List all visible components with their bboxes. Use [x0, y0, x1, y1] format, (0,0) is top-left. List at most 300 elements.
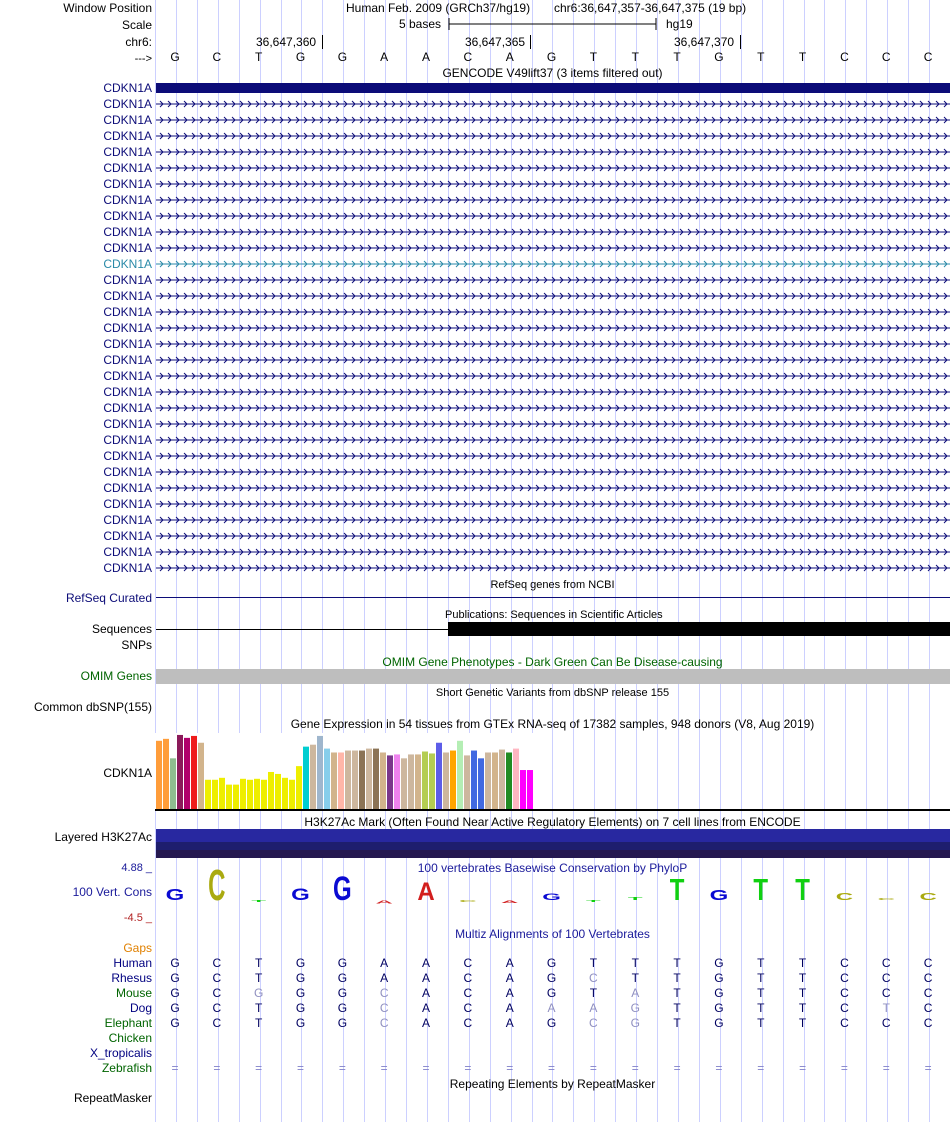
gtex-bar[interactable]: [513, 749, 519, 809]
aligned-base: =: [799, 1061, 807, 1075]
base-letter: C: [212, 50, 222, 64]
transcript-intron[interactable]: [156, 243, 950, 253]
phylop-base[interactable]: G: [709, 887, 729, 904]
species-alignment-row[interactable]: [0, 971, 950, 985]
transcript-intron[interactable]: [156, 515, 950, 525]
gtex-bar[interactable]: [492, 752, 498, 809]
aligned-base: A: [422, 1016, 431, 1030]
transcript-intron[interactable]: [156, 99, 950, 109]
multiz-title[interactable]: Multiz Alignments of 100 Vertebrates: [455, 927, 650, 941]
transcript-label[interactable]: CDKN1A: [103, 353, 152, 367]
base-letter: T: [631, 50, 639, 64]
aligned-base: G: [254, 986, 264, 1000]
transcript-intron[interactable]: [156, 499, 950, 509]
phylop-base[interactable]: T: [627, 895, 643, 902]
aligned-base: A: [505, 1016, 514, 1030]
aligned-base: T: [798, 971, 807, 985]
aligned-base: =: [171, 1061, 179, 1075]
h3k27ac-title[interactable]: H3K27Ac Mark (Often Found Near Active Regulatory Elements) on 7 cell lines from ENCODE: [304, 815, 801, 829]
gtex-bar[interactable]: [345, 751, 351, 809]
transcript-label[interactable]: CDKN1A: [103, 529, 152, 543]
transcript-intron[interactable]: [156, 323, 950, 333]
gtex-bar[interactable]: [429, 753, 435, 809]
aligned-base: C: [840, 986, 849, 1000]
scale-text: 5 bases: [399, 17, 442, 31]
refseq-label[interactable]: RefSeq Curated: [65, 591, 152, 605]
transcript-label[interactable]: CDKN1A: [103, 497, 152, 511]
gtex-bar[interactable]: [352, 751, 358, 809]
transcript-label[interactable]: CDKN1A: [103, 257, 152, 271]
aligned-base: A: [505, 986, 514, 1000]
transcript-label[interactable]: CDKN1A: [103, 193, 152, 207]
gtex-bar[interactable]: [478, 758, 484, 809]
transcript-intron[interactable]: [156, 275, 950, 285]
transcript-intron[interactable]: [156, 259, 950, 269]
tick-label-1: 36,647,360: [256, 35, 317, 49]
species-alignment-row[interactable]: [0, 986, 950, 1000]
position-text: chr6:36,647,357-36,647,375 (19 bp): [554, 1, 747, 15]
aligned-base: C: [463, 1016, 473, 1030]
transcript-label[interactable]: CDKN1A: [103, 241, 152, 255]
phylop-base[interactable]: C: [877, 897, 895, 901]
aligned-base: T: [757, 956, 765, 970]
aligned-base: =: [924, 1061, 932, 1075]
aligned-base: T: [882, 1001, 890, 1015]
transcript-intron[interactable]: [156, 179, 950, 189]
aligned-base: A: [505, 971, 514, 985]
phylop-base[interactable]: C: [208, 861, 226, 910]
tick-mark-3: [740, 35, 741, 49]
aligned-base: =: [380, 1061, 388, 1075]
aligned-base: T: [673, 956, 681, 970]
transcript-label[interactable]: CDKN1A: [103, 433, 152, 447]
transcript-intron[interactable]: [156, 467, 950, 477]
transcript-label[interactable]: CDKN1A: [103, 385, 152, 399]
transcript-intron[interactable]: [156, 547, 950, 557]
gtex-bar[interactable]: [366, 749, 372, 809]
aligned-base: A: [422, 1001, 431, 1015]
aligned-base: C: [840, 1001, 849, 1015]
refseq-line[interactable]: [156, 597, 950, 598]
aligned-base: C: [212, 986, 222, 1000]
aligned-base: G: [337, 1016, 348, 1030]
aligned-base: A: [505, 1001, 514, 1015]
gtex-bar[interactable]: [205, 780, 211, 809]
base-letter: T: [798, 50, 807, 64]
species-label[interactable]: Chicken: [108, 1031, 152, 1045]
aligned-base: T: [589, 956, 598, 970]
aligned-base: C: [881, 956, 891, 970]
phylop-base[interactable]: C: [835, 890, 854, 903]
aligned-base: =: [213, 1061, 221, 1075]
aligned-base: C: [923, 1016, 933, 1030]
aligned-base: C: [463, 971, 473, 985]
transcript-label[interactable]: CDKN1A: [103, 177, 152, 191]
aligned-base: C: [881, 1016, 891, 1030]
aligned-base: T: [798, 986, 807, 1000]
aligned-base: A: [422, 971, 431, 985]
transcript-label[interactable]: CDKN1A: [103, 289, 152, 303]
gtex-bar[interactable]: [177, 735, 183, 809]
aligned-base: G: [295, 986, 306, 1000]
transcript-label[interactable]: CDKN1A: [103, 305, 152, 319]
gtex-bar[interactable]: [450, 751, 456, 809]
gtex-bar[interactable]: [156, 741, 162, 809]
species-label[interactable]: Elephant: [104, 1016, 152, 1030]
gtex-bar[interactable]: [436, 743, 442, 809]
aligned-base: G: [170, 956, 180, 970]
gtex-bar[interactable]: [373, 749, 379, 809]
gtex-bar[interactable]: [324, 749, 330, 809]
base-letter: T: [757, 50, 765, 64]
transcript-intron[interactable]: [156, 435, 950, 445]
aligned-base: A: [589, 1001, 598, 1015]
base-letter: A: [380, 50, 389, 64]
assembly-text: Human Feb. 2009 (GRCh37/hg19): [346, 1, 531, 15]
repeatmasker-title[interactable]: Repeating Elements by RepeatMasker: [449, 1077, 656, 1091]
phylop-max: 4.88 _: [121, 862, 152, 874]
aligned-base: T: [255, 1016, 263, 1030]
aligned-base: =: [589, 1061, 597, 1075]
phylop-base[interactable]: A: [375, 898, 393, 905]
phylop-base[interactable]: G: [542, 892, 561, 902]
base-letter: C: [463, 50, 473, 64]
publications-block[interactable]: [448, 622, 950, 636]
snps-label[interactable]: SNPs: [121, 638, 152, 652]
transcript-label[interactable]: CDKN1A: [103, 337, 152, 351]
gtex-bar[interactable]: [471, 751, 477, 809]
aligned-base: A: [380, 971, 389, 985]
phylop-base[interactable]: C: [459, 899, 477, 903]
transcript-intron[interactable]: [156, 291, 950, 301]
gtex-bar[interactable]: [282, 778, 288, 809]
species-label[interactable]: Mouse: [115, 986, 152, 1000]
species-label[interactable]: X_tropicalis: [89, 1046, 152, 1060]
aligned-base: C: [923, 1001, 933, 1015]
transcript-intron[interactable]: [156, 563, 950, 573]
aligned-base: A: [547, 1001, 556, 1015]
aligned-base: G: [295, 1016, 306, 1030]
gtex-bar[interactable]: [499, 750, 505, 809]
phylop-base[interactable]: T: [586, 899, 601, 903]
aligned-base: C: [840, 971, 849, 985]
base-letter: A: [505, 50, 514, 64]
transcript-label[interactable]: CDKN1A: [103, 481, 152, 495]
transcript-label[interactable]: CDKN1A: [103, 129, 152, 143]
species-alignment-row[interactable]: [0, 1061, 950, 1075]
phylop-base[interactable]: G: [165, 886, 185, 904]
aligned-base: G: [337, 986, 348, 1000]
phylop-title[interactable]: 100 vertebrates Basewise Conservation by PhyloP: [417, 861, 688, 875]
gtex-bar[interactable]: [317, 736, 323, 809]
phylop-base[interactable]: T: [753, 872, 769, 907]
base-letter: C: [923, 50, 933, 64]
phylop-min: -4.5 _: [123, 912, 152, 924]
gtex-bar[interactable]: [359, 751, 365, 809]
gtex-label[interactable]: CDKN1A: [103, 766, 152, 780]
aligned-base: C: [881, 986, 891, 1000]
base-letter: G: [714, 50, 724, 64]
gtex-bar[interactable]: [422, 752, 428, 809]
aligned-base: =: [840, 1061, 848, 1075]
transcript-label[interactable]: CDKN1A: [103, 161, 152, 175]
gtex-bar[interactable]: [163, 739, 169, 809]
gtex-bar[interactable]: [275, 774, 281, 809]
aligned-base: T: [798, 1016, 807, 1030]
h3k27ac-layer[interactable]: [156, 850, 950, 858]
transcript-intron[interactable]: [156, 355, 950, 365]
species-alignment-row[interactable]: [0, 956, 950, 970]
aligned-base: T: [255, 971, 263, 985]
gtex-bar[interactable]: [527, 770, 533, 809]
aligned-base: G: [714, 986, 724, 1000]
species-label[interactable]: Dog: [129, 1001, 152, 1015]
publications-line[interactable]: [156, 629, 448, 630]
aligned-base: G: [337, 971, 348, 985]
aligned-base: C: [463, 1001, 473, 1015]
transcript-label[interactable]: CDKN1A: [103, 97, 152, 111]
aligned-base: =: [631, 1061, 639, 1075]
transcript-label[interactable]: CDKN1A: [103, 417, 152, 431]
tick-label-3: 36,647,370: [674, 35, 735, 49]
aligned-base: G: [714, 971, 724, 985]
transcript-label[interactable]: CDKN1A: [103, 513, 152, 527]
transcript-intron[interactable]: [156, 339, 950, 349]
aligned-base: C: [212, 1001, 222, 1015]
aligned-base: =: [464, 1061, 472, 1075]
omim-title[interactable]: OMIM Gene Phenotypes - Dark Green Can Be Disease-causing: [382, 655, 723, 669]
transcript-intron[interactable]: [156, 227, 950, 237]
h3k27ac-layer[interactable]: [156, 829, 950, 842]
aligned-base: T: [673, 1016, 681, 1030]
transcript-label[interactable]: CDKN1A: [103, 465, 152, 479]
gtex-bar[interactable]: [254, 779, 260, 809]
tick-mark-2: [530, 35, 531, 49]
aligned-base: C: [463, 986, 473, 1000]
transcript-intron[interactable]: [156, 147, 950, 157]
transcript-label[interactable]: CDKN1A: [103, 209, 152, 223]
aligned-base: G: [714, 956, 724, 970]
base-letter: T: [255, 50, 263, 64]
base-letter: C: [881, 50, 891, 64]
repeatmasker-label[interactable]: RepeatMasker: [73, 1091, 152, 1105]
window-position-label: Window Position: [63, 1, 152, 15]
base-sequence: [0, 50, 950, 64]
aligned-base: =: [297, 1061, 305, 1075]
phylop-base[interactable]: T: [669, 872, 685, 907]
transcript-intron[interactable]: [156, 211, 950, 221]
aligned-base: C: [840, 956, 849, 970]
transcript-intron[interactable]: [156, 403, 950, 413]
base-letter: G: [546, 50, 557, 64]
transcript-label[interactable]: CDKN1A: [103, 81, 152, 95]
aligned-base: T: [757, 1016, 765, 1030]
aligned-base: =: [422, 1061, 430, 1075]
phylop-base[interactable]: A: [501, 899, 519, 904]
gtex-bar[interactable]: [394, 754, 400, 809]
gtex-bar[interactable]: [303, 747, 309, 809]
aligned-base: T: [673, 971, 681, 985]
gtex-bar[interactable]: [212, 780, 218, 809]
base-letter: G: [170, 50, 180, 64]
gtex-chart[interactable]: [155, 731, 535, 811]
transcript-intron[interactable]: [156, 451, 950, 461]
h3k27ac-label[interactable]: Layered H3K27Ac: [54, 830, 152, 844]
base-letter: T: [673, 50, 681, 64]
aligned-base: G: [630, 1016, 640, 1030]
phylop-base[interactable]: G: [333, 869, 352, 909]
species-alignment-row[interactable]: [0, 1001, 950, 1015]
gtex-title[interactable]: Gene Expression in 54 tissues from GTEx RNA-seq of 17382 samples, 948 donors (V8, Aug 2019): [290, 717, 815, 731]
aligned-base: A: [422, 956, 431, 970]
transcript-intron[interactable]: [156, 163, 950, 173]
aligned-base: T: [757, 986, 765, 1000]
aligned-base: C: [379, 1016, 389, 1030]
h3k27ac-layer[interactable]: [156, 842, 950, 850]
transcript-intron[interactable]: [156, 195, 950, 205]
species-alignment-row[interactable]: [0, 1031, 950, 1045]
gtex-bar[interactable]: [401, 758, 407, 809]
aligned-base: C: [923, 971, 933, 985]
species-alignment-row[interactable]: [0, 1046, 950, 1060]
aligned-base: C: [840, 1016, 849, 1030]
scale-db: hg19: [666, 17, 693, 31]
aligned-base: =: [548, 1061, 556, 1075]
aligned-base: C: [463, 956, 473, 970]
aligned-base: G: [714, 1001, 724, 1015]
transcript-intron[interactable]: [156, 387, 950, 397]
aligned-base: =: [882, 1061, 890, 1075]
gtex-bar[interactable]: [240, 779, 246, 809]
gencode-title[interactable]: GENCODE V49lift37 (3 items filtered out): [442, 66, 663, 80]
phylop-label[interactable]: 100 Vert. Cons: [72, 885, 152, 899]
gtex-bar[interactable]: [170, 758, 176, 809]
gtex-bar[interactable]: [331, 752, 337, 809]
gtex-bar[interactable]: [184, 738, 190, 809]
aligned-base: =: [506, 1061, 514, 1075]
gtex-bar[interactable]: [310, 745, 316, 809]
transcript-intron[interactable]: [156, 131, 950, 141]
aligned-base: G: [546, 1016, 557, 1030]
aligned-base: G: [170, 1001, 180, 1015]
transcript-intron[interactable]: [156, 115, 950, 125]
refseq-title[interactable]: RefSeq genes from NCBI: [490, 579, 615, 591]
species-label[interactable]: Human: [113, 956, 152, 970]
transcript-label[interactable]: CDKN1A: [103, 369, 152, 383]
gtex-bar[interactable]: [191, 736, 197, 809]
scale-label: Scale: [121, 18, 152, 32]
aligned-base: =: [255, 1061, 263, 1075]
gtex-bar[interactable]: [485, 752, 491, 809]
transcript-label[interactable]: CDKN1A: [103, 401, 152, 415]
transcript-intron[interactable]: [156, 531, 950, 541]
gtex-bar[interactable]: [261, 780, 267, 809]
transcript-intron[interactable]: [156, 419, 950, 429]
aligned-base: =: [757, 1061, 765, 1075]
strand-label: --->: [134, 53, 152, 65]
gtex-bar[interactable]: [233, 785, 239, 809]
gtex-bar[interactable]: [380, 752, 386, 809]
phylop-base[interactable]: T: [795, 872, 810, 907]
sequences-label[interactable]: Sequences: [91, 622, 152, 636]
gtex-bar[interactable]: [464, 755, 470, 809]
gtex-bar[interactable]: [520, 770, 526, 809]
scale-bar: [448, 17, 660, 31]
transcript-label[interactable]: CDKN1A: [103, 145, 152, 159]
gtex-divider: [155, 809, 950, 811]
gtex-bar[interactable]: [247, 780, 253, 809]
transcript-label[interactable]: CDKN1A: [103, 113, 152, 127]
gtex-bar[interactable]: [219, 778, 225, 809]
aligned-base: C: [379, 986, 389, 1000]
gtex-bar[interactable]: [226, 785, 232, 809]
aligned-base: C: [379, 1001, 389, 1015]
gaps-label: Gaps: [123, 941, 152, 955]
tick-label-2: 36,647,365: [465, 35, 526, 49]
gtex-bar[interactable]: [506, 752, 512, 809]
gtex-bar[interactable]: [296, 766, 302, 809]
species-label[interactable]: Zebrafish: [101, 1061, 152, 1075]
aligned-base: C: [589, 1016, 598, 1030]
gtex-bar[interactable]: [457, 741, 463, 809]
omim-bar[interactable]: [156, 669, 950, 684]
transcript-label[interactable]: CDKN1A: [103, 321, 152, 335]
gtex-bar[interactable]: [198, 743, 204, 809]
transcript-label[interactable]: CDKN1A: [103, 561, 152, 575]
gtex-bar[interactable]: [408, 754, 414, 809]
transcript-exon[interactable]: [156, 83, 950, 93]
publications-title[interactable]: Publications: Sequences in Scientific Articles: [445, 609, 663, 621]
gtex-bar[interactable]: [415, 754, 421, 809]
aligned-base: C: [923, 986, 933, 1000]
aligned-base: G: [295, 971, 306, 985]
aligned-base: T: [798, 1001, 807, 1015]
phylop-base[interactable]: C: [919, 890, 937, 903]
aligned-base: T: [673, 1001, 681, 1015]
gtex-bar[interactable]: [289, 780, 295, 809]
phylop-base[interactable]: A: [417, 878, 435, 907]
aligned-base: G: [337, 1001, 348, 1015]
transcript-intron[interactable]: [156, 307, 950, 317]
transcript-label[interactable]: CDKN1A: [103, 449, 152, 463]
aligned-base: C: [212, 971, 222, 985]
transcript-intron[interactable]: [156, 483, 950, 493]
gtex-bar[interactable]: [338, 752, 344, 809]
aligned-base: C: [881, 971, 891, 985]
species-alignment-row[interactable]: [0, 1016, 950, 1030]
gtex-bar[interactable]: [443, 752, 449, 809]
species-label[interactable]: Rhesus: [111, 971, 152, 985]
aligned-base: A: [631, 986, 640, 1000]
omim-label[interactable]: OMIM Genes: [80, 669, 152, 683]
phylop-base[interactable]: T: [251, 899, 267, 903]
transcript-intron[interactable]: [156, 371, 950, 381]
aligned-base: T: [589, 986, 598, 1000]
gtex-bar[interactable]: [268, 772, 274, 809]
transcript-label[interactable]: CDKN1A: [103, 545, 152, 559]
gtex-bar[interactable]: [387, 755, 393, 809]
aligned-base: A: [505, 956, 514, 970]
transcript-label[interactable]: CDKN1A: [103, 273, 152, 287]
aligned-base: T: [673, 986, 681, 1000]
transcript-label[interactable]: CDKN1A: [103, 225, 152, 239]
aligned-base: T: [757, 1001, 765, 1015]
dbsnp-title[interactable]: Short Genetic Variants from dbSNP release 155: [435, 687, 670, 699]
phylop-base[interactable]: G: [291, 885, 310, 905]
aligned-base: T: [255, 1001, 263, 1015]
dbsnp-label[interactable]: Common dbSNP(155): [33, 700, 152, 714]
aligned-base: G: [295, 956, 306, 970]
